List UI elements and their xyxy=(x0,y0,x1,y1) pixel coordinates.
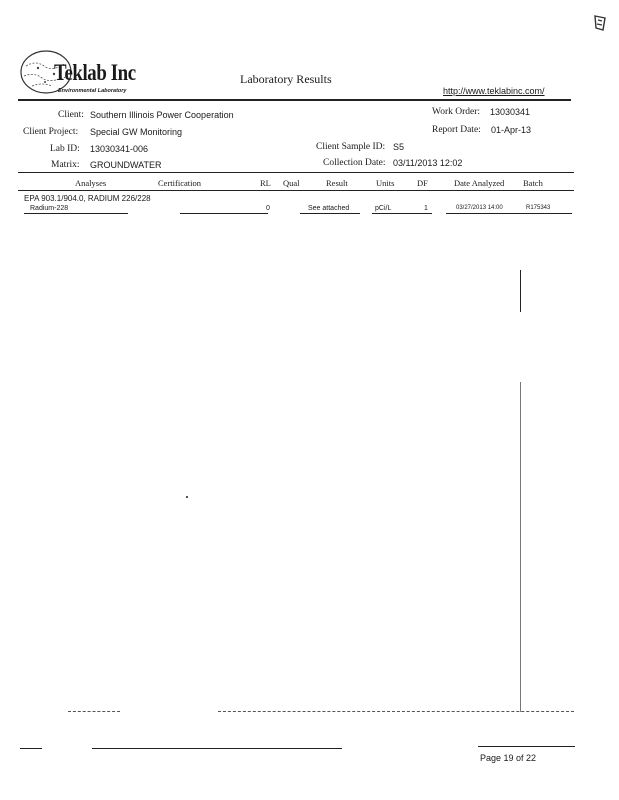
scan-dot xyxy=(186,496,188,498)
company-name: Teklab Inc xyxy=(54,60,136,85)
footer-dashed-rule xyxy=(68,711,120,712)
project-label: Client Project: xyxy=(23,127,79,137)
col-result: Result xyxy=(326,178,348,188)
footer-rule xyxy=(92,748,342,749)
matrix-label: Matrix: xyxy=(51,160,80,170)
info-rule xyxy=(18,172,574,173)
cell-result: See attached xyxy=(308,205,350,212)
cell-date: 03/27/2013 14:00 xyxy=(456,205,503,211)
corner-mark-icon xyxy=(593,14,607,37)
col-units: Units xyxy=(376,178,395,188)
labid-label: Lab ID: xyxy=(50,144,80,154)
project-value: Special GW Monitoring xyxy=(90,127,183,137)
company-logo xyxy=(18,46,173,98)
cell-df: 1 xyxy=(424,205,428,212)
workorder-value: 13030341 xyxy=(490,107,531,117)
row-underline xyxy=(24,213,128,214)
scan-artifact xyxy=(520,382,521,712)
cell-rl: 0 xyxy=(266,205,270,212)
workorder-label: Work Order: xyxy=(432,107,481,117)
row-underline xyxy=(180,213,268,214)
company-url[interactable]: http://www.teklabinc.com/ xyxy=(443,86,545,96)
reportdate-label: Report Date: xyxy=(432,125,481,135)
reportdate-value: 01-Apr-13 xyxy=(491,125,532,135)
cell-units: pCi/L xyxy=(375,205,392,212)
client-value: Southern Illinois Power Cooperation xyxy=(90,110,234,120)
row-underline xyxy=(372,213,432,214)
col-qual: Qual xyxy=(283,178,300,188)
sampleid-value: S5 xyxy=(393,142,405,152)
client-label: Client: xyxy=(58,110,84,120)
matrix-value: GROUNDWATER xyxy=(90,160,162,170)
footer-dashed-rule xyxy=(218,711,574,712)
header-rule xyxy=(18,99,571,101)
footer-rule xyxy=(478,746,575,747)
footer-rule xyxy=(20,748,42,749)
col-df: DF xyxy=(417,178,428,188)
col-rl: RL xyxy=(260,178,271,188)
col-certification: Certification xyxy=(158,178,201,188)
company-division: Environmental Laboratory xyxy=(58,88,127,94)
cell-batch: R175343 xyxy=(526,205,551,211)
scan-artifact xyxy=(520,270,521,312)
collection-value: 03/11/2013 12:02 xyxy=(393,158,463,168)
col-date-analyzed: Date Analyzed xyxy=(454,178,505,188)
labid-value: 13030341-006 xyxy=(90,144,149,154)
page-title: Laboratory Results xyxy=(240,72,332,86)
method-heading: EPA 903.1/904.0, RADIUM 226/228 xyxy=(24,194,151,203)
col-batch: Batch xyxy=(523,178,543,188)
col-analyses: Analyses xyxy=(75,178,107,188)
table-header-rule xyxy=(18,190,574,191)
page-number: Page 19 of 22 xyxy=(480,753,537,763)
row-underline xyxy=(446,213,572,214)
sampleid-label: Client Sample ID: xyxy=(316,142,386,152)
collection-label: Collection Date: xyxy=(323,158,386,168)
row-underline xyxy=(300,213,360,214)
cell-analyte: Radium-228 xyxy=(30,205,69,212)
